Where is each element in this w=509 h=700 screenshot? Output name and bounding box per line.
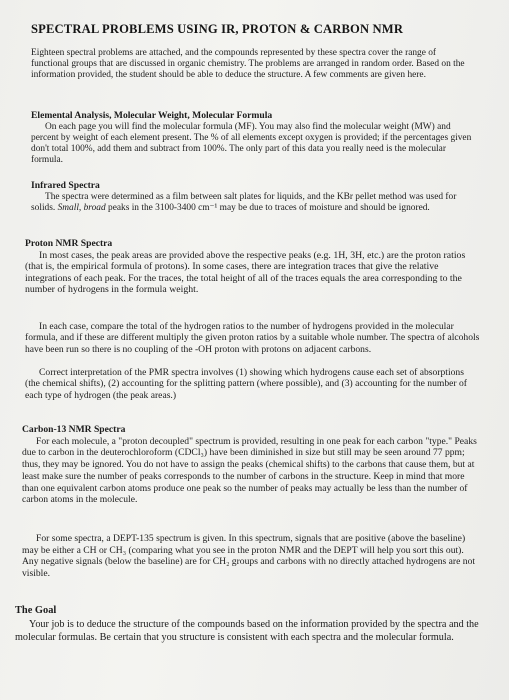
carbon-nmr-heading: Carbon-13 NMR Spectra [22,424,126,435]
infrared-body-emphasis: Small, broad [57,202,106,213]
infrared-heading: Infrared Spectra [31,180,100,191]
carbon-nmr-section [22,424,480,506]
proton-nmr-paragraph-1: In most cases, the peak areas are provided above the respective peaks (e.g. 1H, 3H, etc.) are the proton ratios (that is, the empirical formula of protons). In some cases, there are integration traces that give the relative integrations of each peak. For the traces, the total height of all of the traces equals the area corresponding to the number of hydrogens in the formula weight. [25,249,466,296]
carbon-nmr-paragraph-2: For some spectra, a DEPT-135 spectrum is given. In this spectrum, signals that are positive (above the baseline) may be either a CH or CH₃ (comparing what you see in the proton NMR and the DEPT will help you sort this out). Any negative signals (below the baseline) are for CH₂ groups and carbons with no directly attached hydrogens are not visible. [22,533,476,580]
goal-section [15,604,485,645]
goal-body: Your job is to deduce the structure of the compounds based on the information provided by the spectra and the molecular formulas. Be certain that you structure is consistent with each spectra and the molecular formula. [15,618,479,644]
infrared-section [31,181,476,214]
proton-nmr-section [25,238,480,296]
proton-nmr-heading: Proton NMR Spectra [25,238,113,249]
intro-paragraph: Eighteen spectral problems are attached, and the compounds represented by these spectra cover the range of functional groups that are discussed in organic chemistry. The problems are arranged in random order. Based on the information provided, the student should be able to deduce the structure. A few comments are given here. [31,48,465,80]
proton-nmr-paragraph-3: Correct interpretation of the PMR spectra involves (1) showing which hydrogens cause each set of absorptions (the chemical shifts), (2) accounting for the splitting pattern (where possible), and (3) accounting for the number of each type of hydrogen (the peak areas.) [25,367,467,401]
proton-nmr-paragraph-2: In each case, compare the total of the hydrogen ratios to the number of hydrogens provided in the molecular formula, and if these are different multiply the given proton ratios by a suitable whole number. The spectra of alcohols have been run so there is no coupling of the -OH proton with protons on adjacent carbons. [25,321,480,355]
goal-heading: The Goal [15,605,57,616]
infrared-body-rest: peaks in the 3100-3400 cm⁻¹ may be due to traces of moisture and should be ignored. [108,202,430,213]
page-title: SPECTRAL PROBLEMS USING IR, PROTON & CARBON NMR [31,22,404,36]
elemental-analysis-section [31,111,476,166]
elemental-analysis-body: On each page you will find the molecular formula (MF). You may also find the molecular weight (MW) and percent by weight of each element present. The % of all elements except oxygen is provided; if the percentages given don't total 100%, add them and subtract from 100%. The only part of this data you really need is the molecular formula. [31,121,472,165]
elemental-analysis-heading: Elemental Analysis, Molecular Weight, Molecular Formula [31,110,273,121]
infrared-body: The spectra were determined as a film between salt plates for liquids, and the KBr pellet method was used for solids. [31,191,457,213]
carbon-nmr-paragraph-1: For each molecule, a "proton decoupled" spectrum is provided, resulting in one peak for each carbon "type." Peaks due to carbon in the deuterochloroform (CDCl₃) have been diminished in size but still may be seen around 77 ppm; thus, they may be ignored. You do not have to assign the peaks (chemical shifts) to the carbons that cause them, but at least make sure the number of peaks corresponds to the number of carbons in the structure. Keep in mind that more than one equivalent carbon atoms produce one peak so the number of peaks may actually be less than the number of carbon atoms in the molecule. [22,435,477,506]
